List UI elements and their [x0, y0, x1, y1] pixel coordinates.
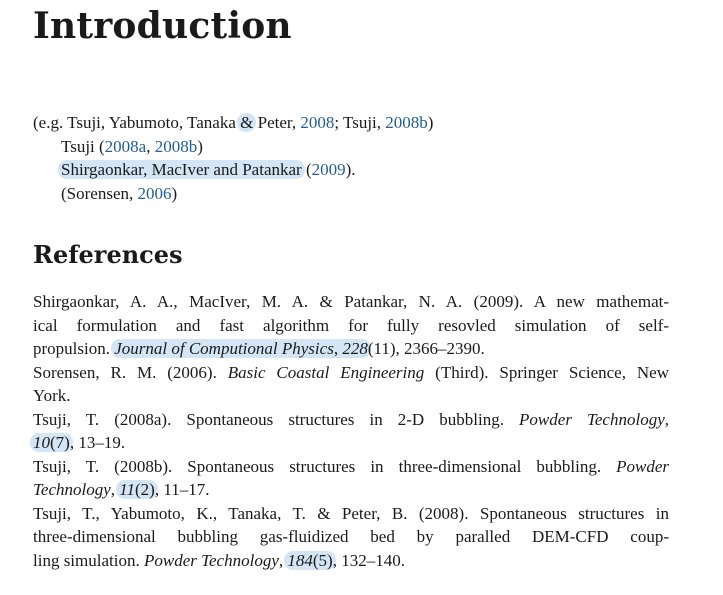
citation-line: [33, 135, 433, 159]
citation-text: ): [197, 136, 203, 156]
citation-link-year[interactable]: 2008b: [154, 136, 198, 156]
reference-text: [33, 337, 669, 361]
citation-text: ,: [146, 136, 155, 156]
reference-text: [33, 549, 669, 573]
citation-text: ).: [345, 160, 356, 179]
highlighted-authors: Shirgaonkar, MacIver and Patankar: [58, 160, 305, 179]
citation-line: [33, 111, 433, 135]
journal-volume: 11: [119, 480, 136, 499]
highlighted-volume: [30, 433, 73, 452]
citation-link-year[interactable]: 2008: [300, 113, 335, 132]
citation-text: ): [427, 113, 434, 132]
journal-name: Journal of Computional Physics: [114, 339, 334, 358]
citation-link-year[interactable]: 2008b: [385, 113, 428, 132]
journal-name: Powder: [616, 456, 669, 476]
reference-text: (11), 2366–2390.: [367, 339, 485, 358]
reference-text: [33, 455, 669, 479]
citation-text: (Sorensen,: [61, 183, 138, 203]
reference-entry: [33, 361, 669, 408]
reference-text: ,: [110, 480, 120, 499]
reference-text: [33, 431, 669, 455]
citation-line: [33, 158, 433, 182]
citation-link-year[interactable]: 2008a: [104, 136, 147, 156]
citation-text: ; Tsuji,: [334, 113, 386, 132]
citation-text: ): [171, 183, 178, 203]
reference-text: Tsuji, T. (2008a). Spontaneous structures in 2-D bubbling.: [33, 409, 520, 429]
journal-name: Technology: [33, 480, 111, 499]
section-heading-references: References: [33, 240, 183, 269]
citation-link-year[interactable]: 2006: [137, 183, 172, 203]
reference-text: , 11–17.: [154, 480, 210, 499]
reference-entry: [33, 290, 669, 361]
reference-text: [33, 478, 669, 502]
highlighted-volume: [284, 551, 335, 570]
reference-entry: [33, 502, 669, 573]
journal-volume: 184: [287, 550, 313, 570]
journal-name: Powder Technology: [519, 409, 665, 429]
reference-text: Shirgaonkar, A. A., MacIver, M. A. & Patankar, N. A. (2009). A new mathemat-: [33, 292, 669, 311]
citation-line: [33, 182, 433, 206]
citation-text: (e.g. Tsuji, Yabumoto, Tanaka: [33, 113, 241, 132]
reference-text: , 13–19.: [69, 433, 126, 452]
reference-text: [33, 408, 669, 432]
section-heading-introduction: Introduction: [33, 5, 292, 47]
reference-entry: [33, 455, 669, 502]
citation-text: Tsuji (: [61, 136, 105, 156]
highlighted-journal: [111, 339, 371, 358]
reference-text: ,: [664, 409, 669, 429]
journal-volume: 228: [342, 339, 368, 358]
reference-text: ,: [278, 550, 288, 570]
reference-list: [33, 290, 669, 572]
reference-text: Sorensen, R. M. (2006).: [33, 362, 228, 382]
reference-text: three-dimensional bubbling gas-fluidized bed by paralled DEM-CFD coup-: [33, 527, 669, 546]
book-title: Basic Coastal Engineering: [227, 362, 425, 382]
journal-name: Powder Technology: [143, 550, 279, 570]
reference-text: York.: [33, 386, 71, 405]
reference-text: ical formulation and fast algorithm for fully resovled simulation of self-: [33, 315, 669, 335]
journal-issue: (5): [312, 550, 333, 570]
reference-text: (Third). Springer Science, New: [424, 362, 669, 382]
citation-examples: [33, 111, 433, 205]
journal-issue: (7): [50, 433, 70, 452]
journal-volume: 10: [33, 433, 50, 452]
reference-text: Tsuji, T., Yabumoto, K., Tanaka, T. & Peter, B. (2008). Spontaneous structures in: [33, 503, 669, 523]
reference-text: propulsion.: [33, 339, 115, 358]
highlighted-ampersand: &: [237, 113, 256, 132]
reference-entry: [33, 408, 669, 455]
journal-issue: (2): [135, 480, 155, 499]
citation-text: (: [301, 160, 312, 179]
reference-text: , 132–140.: [332, 550, 405, 570]
citation-text: Peter,: [253, 113, 301, 132]
reference-text: ,: [333, 339, 343, 358]
citation-link-year[interactable]: 2009: [311, 160, 346, 179]
reference-text: [33, 361, 669, 385]
highlighted-volume: [116, 480, 158, 499]
reference-text: Tsuji, T. (2008b). Spontaneous structures in three-dimensional bubbling.: [33, 456, 617, 476]
reference-text: ling simulation.: [33, 550, 144, 570]
